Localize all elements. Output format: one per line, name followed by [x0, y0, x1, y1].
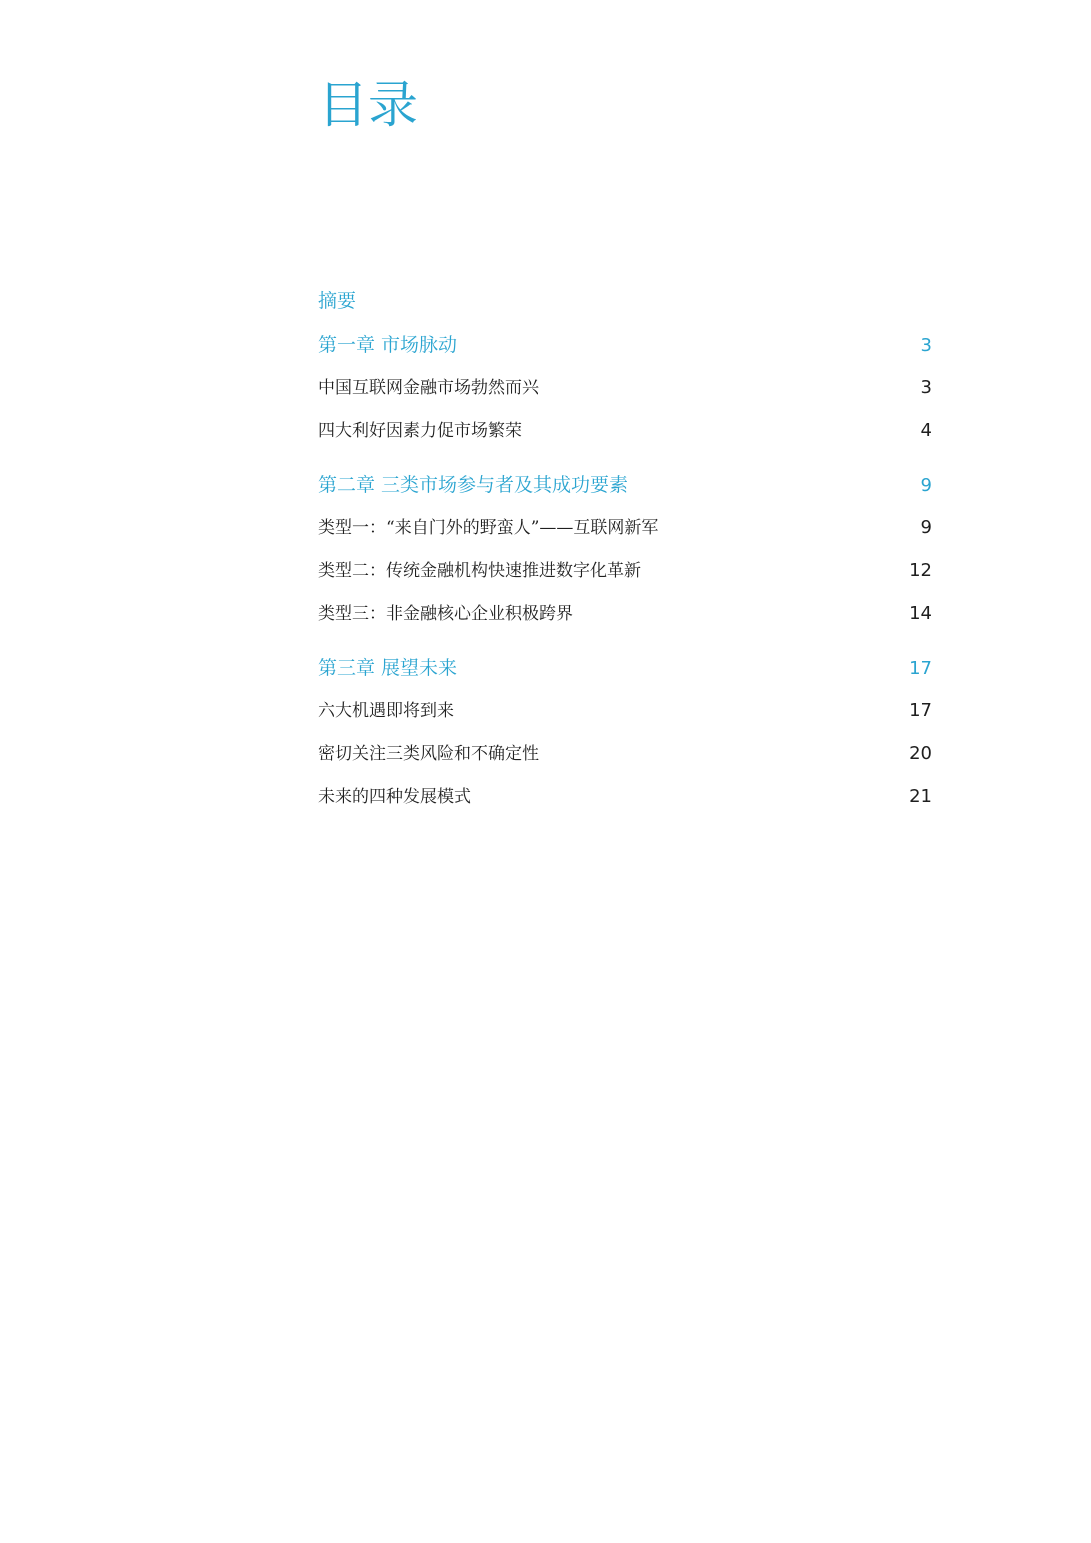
toc-section-title: 六大机遇即将到来 [318, 701, 454, 721]
toc-page-number: 3 [920, 377, 932, 398]
toc-section-2-3[interactable] [318, 602, 932, 626]
toc-chapter-title: 第二章 三类市场参与者及其成功要素 [318, 474, 629, 496]
toc-chapter-1[interactable] [318, 333, 932, 358]
toc-section-title: 四大利好因素力促市场繁荣 [318, 421, 522, 441]
toc-chapter-title: 第一章 市场脉动 [318, 334, 458, 356]
toc-chapter-title: 第三章 展望未来 [318, 657, 458, 679]
toc-section-title: 密切关注三类风险和不确定性 [318, 744, 539, 764]
toc-summary-link[interactable]: 摘要 [318, 290, 357, 312]
toc-page-number: 21 [909, 786, 932, 807]
toc-page-number: 14 [909, 603, 932, 624]
toc-section-title: 中国互联网金融市场勃然而兴 [318, 378, 539, 398]
toc-page-number: 3 [920, 335, 932, 356]
toc-section-3-1[interactable] [318, 699, 932, 723]
toc-chapter-3[interactable] [318, 656, 932, 681]
toc-section-title: 类型三：非金融核心企业积极跨界 [318, 604, 573, 624]
page-title: 目录 [318, 76, 418, 134]
toc-section-title: 类型一：“来自门外的野蛮人”——互联网新军 [318, 518, 659, 538]
toc-section-3-3[interactable] [318, 785, 932, 809]
toc-page-number: 12 [909, 560, 932, 581]
toc-page-number: 17 [909, 700, 932, 721]
toc-section-2-2[interactable] [318, 559, 932, 583]
toc-section-1-2[interactable] [318, 419, 932, 443]
toc-chapter-2[interactable] [318, 473, 932, 498]
toc-page-number: 9 [920, 517, 932, 538]
toc-section-title: 未来的四种发展模式 [318, 787, 471, 807]
toc-section-2-1[interactable] [318, 516, 932, 540]
toc-section-3-2[interactable] [318, 742, 932, 766]
toc-section-1-1[interactable] [318, 376, 932, 400]
toc-page-number: 20 [909, 743, 932, 764]
toc-page-number: 4 [920, 420, 932, 441]
toc-page-number: 17 [909, 658, 932, 679]
toc-page-number: 9 [920, 475, 932, 496]
toc-section-title: 类型二：传统金融机构快速推进数字化革新 [318, 561, 641, 581]
